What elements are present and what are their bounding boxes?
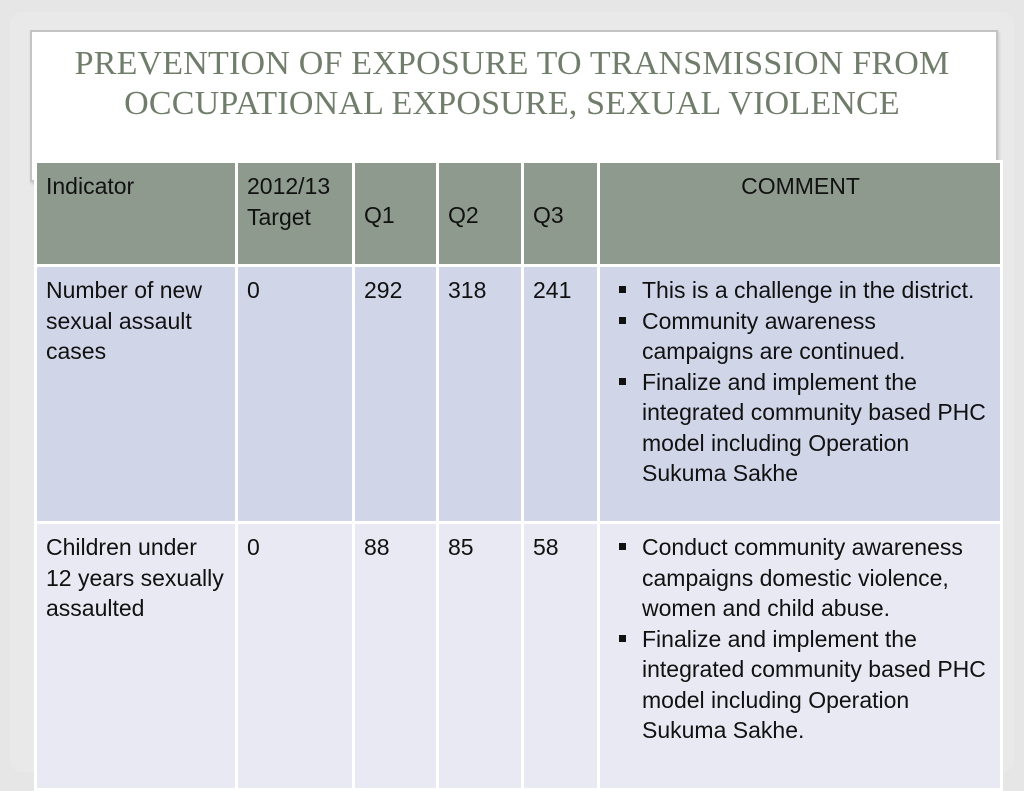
comment-item: Finalize and implement the integrated community based PHC model including Operation Sukuma Sakhe	[609, 367, 992, 489]
comment-item: This is a challenge in the district.	[609, 275, 992, 306]
cell-indicator: Children under 12 years sexually assaulted	[36, 523, 237, 790]
cell-q3: 241	[523, 266, 599, 523]
header-indicator: Indicator	[36, 162, 237, 266]
table-row	[36, 266, 1002, 523]
comment-item: Conduct community awareness campaigns domestic violence, women and child abuse.	[609, 532, 992, 624]
header-q3	[523, 162, 599, 266]
cell-indicator: Number of new sexual assault cases	[36, 266, 237, 523]
comment-item: Finalize and implement the integrated community based PHC model including Operation Sukuma Sakhe.	[609, 624, 992, 746]
header-target: 2012/13 Target	[237, 162, 354, 266]
cell-comment	[599, 266, 1002, 523]
header-q1-label: Q1	[364, 202, 395, 228]
cell-q1: 292	[354, 266, 438, 523]
table-row	[36, 523, 1002, 790]
cell-q2: 318	[438, 266, 523, 523]
header-q2	[438, 162, 523, 266]
header-q2-label: Q2	[448, 202, 479, 228]
comment-list	[609, 275, 992, 489]
header-comment: COMMENT	[599, 162, 1002, 266]
table-header-row	[36, 162, 1002, 266]
header-q3-label: Q3	[533, 202, 564, 228]
cell-comment	[599, 523, 1002, 790]
cell-q1: 88	[354, 523, 438, 790]
cell-target: 0	[237, 523, 354, 790]
comment-list	[609, 532, 992, 746]
slide-title: PREVENTION OF EXPOSURE TO TRANSMISSION FROM OCCUPATIONAL EXPOSURE, SEXUAL VIOLENCE	[74, 45, 950, 122]
header-q1	[354, 162, 438, 266]
indicator-table	[34, 160, 1003, 791]
cell-q3: 58	[523, 523, 599, 790]
cell-target: 0	[237, 266, 354, 523]
comment-item: Community awareness campaigns are continued.	[609, 306, 992, 367]
cell-q2: 85	[438, 523, 523, 790]
